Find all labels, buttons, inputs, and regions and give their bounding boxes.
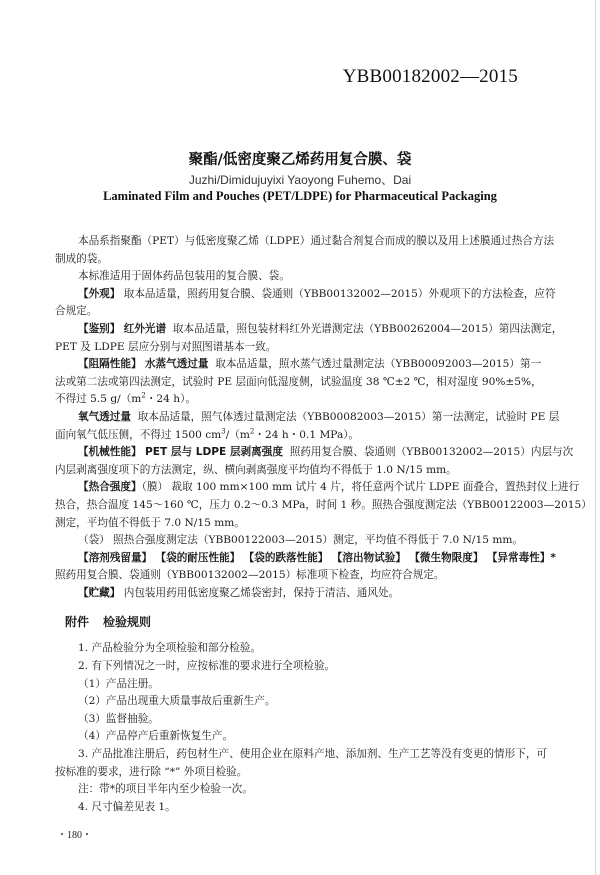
identification-label: 【鉴别】: [78, 322, 121, 335]
oxygen-section: [55, 409, 567, 427]
appendix-list: [55, 640, 567, 816]
intro-line: 本品系指聚酯（PET）与低密度聚乙烯（LDPE）通过黏合剂复合而成的膜以及用上述膜通过热合方法: [78, 235, 555, 247]
appendix-note: 注：带*的项目半年内至少检验一次。: [78, 783, 253, 796]
oxygen-limit-mid: /（m: [225, 428, 250, 441]
appendix-item: 2. 有下列情况之一时，应按标准的要求进行全项检验。: [78, 660, 336, 673]
oxygen-text: 取本品适量，照气体透过量测定法（YBB00082003—2015）第一法测定，试验时 PE 层: [137, 410, 560, 423]
oxygen-limit-unit: ・24 h・0.1 MPa）。: [254, 428, 360, 441]
test-label-extractables: 【溶出物试验】: [331, 551, 406, 564]
mechanical-sublabel: PET 层与 LDPE 层剥离强度: [144, 446, 283, 459]
mechanical-section: [55, 444, 574, 462]
test-label-solvent: 【溶剂残留量】: [78, 551, 153, 564]
barrier-text-cont: 法或第二法或第四法测定，试验时 PE 层面向低湿度侧，试验温度 38 ℃±2 ℃，相对湿度 90%±5%，: [55, 375, 542, 388]
appendix-item: （1）产品注册。: [78, 677, 159, 690]
appearance-section: [55, 286, 567, 304]
appendix-item: （4）产品停产后重新恢复生产。: [78, 730, 234, 743]
test-label-drop: 【袋的跌落性能】: [243, 551, 329, 564]
appearance-text-cont: 合规定。: [55, 305, 98, 318]
identification-text: 取本品适量，照包装材料红外光谱测定法（YBB00262004—2015）第四法测定，: [172, 322, 563, 335]
storage-section: [55, 585, 567, 603]
identification-text-cont: PET 及 LDPE 层应分别与对照图谱基本一致。: [55, 340, 277, 353]
appendix-item: （2）产品出现重大质量事故后重新生产。: [78, 695, 276, 708]
heat-seal-section: [55, 479, 580, 497]
document-body: [55, 233, 592, 816]
standard-code: YBB00182002—2015: [342, 66, 518, 87]
appendix-item: 1. 产品检验分为全项检验和部分检验。: [78, 642, 261, 655]
barrier-limit-unit: ・24 h）。: [145, 393, 196, 406]
identification-sublabel: 红外光谱: [123, 322, 167, 335]
barrier-sublabel: 水蒸气透过量: [144, 358, 209, 371]
test-label-pressure: 【袋的耐压性能】: [155, 551, 241, 564]
oxygen-limit: [55, 427, 567, 445]
barrier-text: 取本品适量，照水蒸气透过量测定法（YBB00092003—2015）第一: [215, 358, 542, 371]
barrier-label: 【阻隔性能】: [78, 358, 142, 371]
mechanical-text-cont: 内层剥离强度项下的方法测定，纵、横向剥离强度平均值均不得低于 1.0 N/15 mm。: [55, 463, 457, 476]
appendix-item: 3. 产品批准注册后，药包材生产、使用企业在原料产地、添加剂、生产工艺等没有变更的情形下，可: [78, 748, 548, 761]
appendix-title: [55, 610, 567, 634]
superscript: 2: [249, 427, 255, 435]
superscript: 2: [141, 391, 146, 400]
other-tests-text: 照药用复合膜、袋通则（YBB00132002—2015）标准项下检查，均应符合规定。: [55, 569, 445, 582]
oxygen-limit-text: 面向氧气低压侧，不得过 1500 cm: [55, 428, 222, 441]
appendix-title-a: 附件: [65, 615, 90, 630]
storage-text: 内包装用药用低密度聚乙烯袋密封，保持于清洁、通风处。: [123, 586, 400, 599]
appendix-item: 4. 尺寸偏差见表 1。: [78, 800, 176, 813]
appearance-label: 【外观】: [78, 287, 121, 300]
heat-seal-pouch: （袋） 照热合强度测定法（YBB00122003—2015）测定，平均值不得低于 7.0 N/15 mm。: [78, 534, 524, 547]
intro-line: 制成的袋。: [55, 252, 108, 265]
appendix-title-b: 检验规则: [103, 615, 152, 630]
barrier-limit-text: 不得过 5.5 g/（m: [55, 393, 142, 406]
appearance-text: 取本品适量，照药用复合膜、袋通则（YBB00132002—2015）外观项下的方法检查，应符: [123, 287, 556, 300]
storage-label: 【贮藏】: [78, 586, 121, 599]
heat-seal-text: （膜） 裁取 100 mm×100 mm 试片 4 片，将任意两个试片 LDPE 面叠合，置热封仪上进行: [141, 481, 580, 494]
mechanical-label: 【机械性能】: [78, 446, 142, 459]
heat-seal-text-cont: 测定，平均值不得低于 7.0 N/15 mm。: [55, 516, 245, 529]
barrier-section: [55, 356, 567, 374]
scope-line: 本标准适用于固体药品包装用的复合膜、袋。: [78, 270, 290, 283]
test-label-microbial: 【微生物限度】: [409, 551, 484, 564]
mechanical-text: 照药用复合膜、袋通则（YBB00132002—2015）内层与次: [289, 446, 574, 459]
heat-seal-text-cont: 热合，热合温度 145～160 ℃，压力 0.2～0.3 MPa，时间 1 秒。照热合强度测定法（YBB00122003—2015）: [55, 498, 592, 511]
page-number: ・180・: [57, 830, 92, 841]
superscript: 3: [221, 427, 226, 435]
barrier-limit: [55, 391, 567, 409]
title-chinese: 聚酯/低密度聚乙烯药用复合膜、袋: [188, 152, 412, 168]
other-tests-section: [55, 550, 567, 568]
title-pinyin: Juzhi/Dimidujuyixi Yaoyong Fuhemo、Dai: [188, 173, 412, 187]
test-label-toxicity: 【异常毒性】*: [486, 551, 556, 564]
appendix-item: （3）监督抽验。: [78, 712, 159, 725]
heat-seal-label: 【热合强度】: [78, 481, 142, 494]
appendix-item-cont: 按标准的要求，进行除 “*” 外项目检验。: [55, 765, 248, 778]
page-edge-line: [595, 0, 596, 875]
identification-section: [55, 321, 567, 339]
oxygen-sublabel: 氧气透过量: [78, 410, 131, 423]
title-english: Laminated Film and Pouches (PET/LDPE) for Pharmaceutical Packaging: [103, 189, 497, 203]
